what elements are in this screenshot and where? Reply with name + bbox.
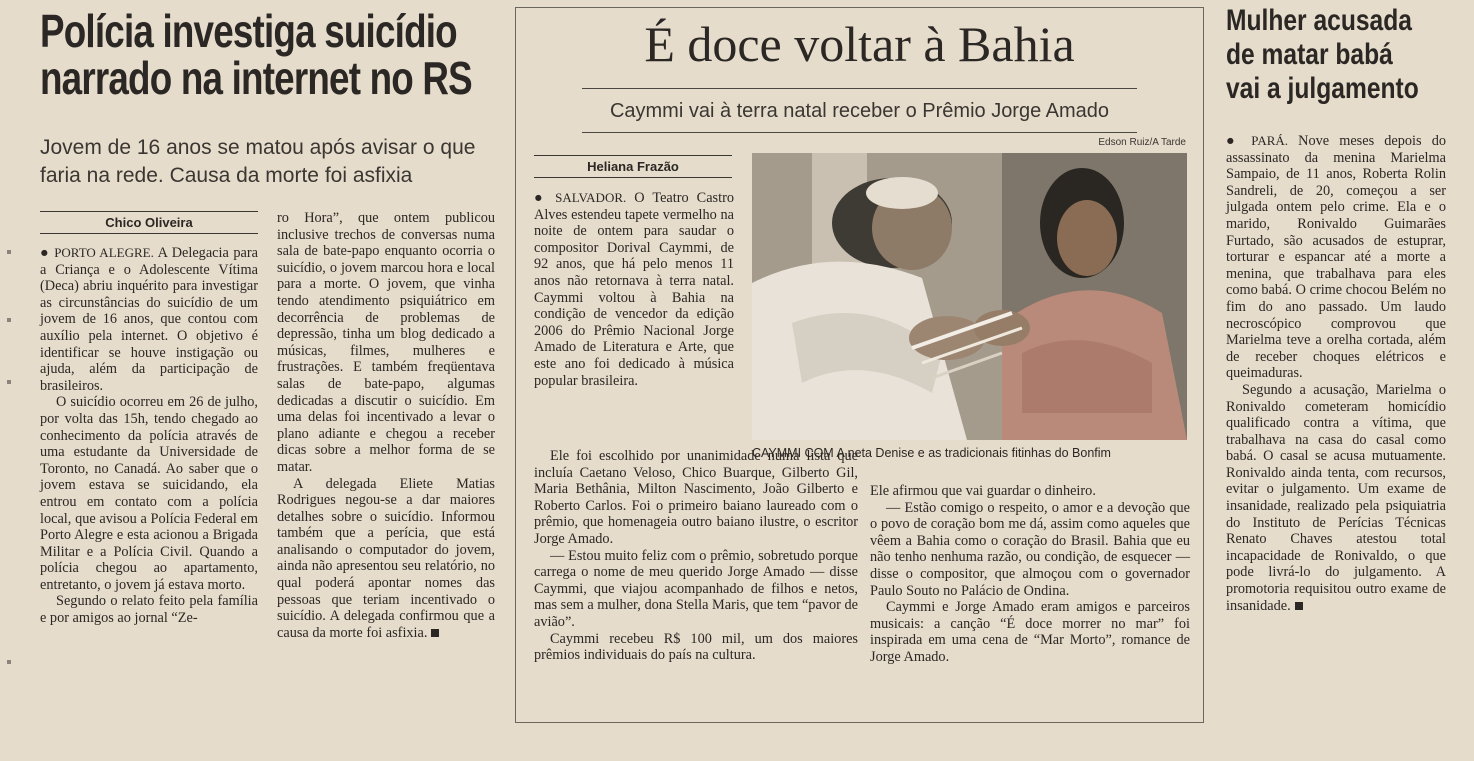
dateline: SALVADOR. <box>555 190 627 205</box>
end-mark <box>431 629 439 637</box>
end-mark <box>1295 602 1303 610</box>
center-paragraph: — Estou muito feliz com o prêmio, sobretudo porque carrega o nome de meu querido Jorge Amado — disse Caymmi, que viajou acompanhado de filhos e netos, mas sem a mulher, dona Stella Maris, que tem “pavor de avião”. <box>534 547 858 630</box>
left-headline-line-2: narrado na internet no RS <box>40 52 472 104</box>
right-headline-line-2: de matar babá <box>1226 38 1393 71</box>
center-deck: Caymmi vai à terra natal receber o Prêmio Jorge Amado <box>609 100 1110 122</box>
margin-mark <box>7 318 11 322</box>
center-paragraph: Caymmi recebeu R$ 100 mil, um dos maiores prêmios individuais do país na cultura. <box>534 630 858 664</box>
photo-credit: Edson Ruiz/A Tarde <box>1098 137 1186 148</box>
left-headline-line-1: Polícia investiga suicídio <box>40 5 457 57</box>
left-article-col-2 <box>277 210 495 641</box>
right-paragraph: ● PARÁ. Nove meses depois do assassinato da menina Marielma Sampaio, de 11 anos, Roberta Rolin Sandreli, de 20, começou a ser julgada ontem pelo crime. Ela e o marido, Ronivaldo Guimarães Furtado, são acusados de estuprar, torturar e espancar até a morte a menina, que trabalhava para eles como babá. O crime chocou Belém no fim do ano passado. Um laudo necroscópico comprovou que Marielma teve a orelha cortada, além de receber choques elétricos e queimaduras. <box>1226 133 1447 382</box>
center-paragraph: Ele foi escolhido por unanimidade numa lista que incluía Caetano Veloso, Chico Buarque, Gilberto Gil, Maria Bethânia, Milton Nascimento, João Gilberto e Roberto Carlos. Foi o primeiro baiano laureado com o prêmio, que homenageia outro baiano ilustre, o escritor Jorge Amado. <box>534 448 858 547</box>
left-article-col-1 <box>40 245 258 627</box>
center-paragraph: — Estão comigo o respeito, o amor e a devoção que o povo de coração bom me dá, assim como aqueles que vêem a Bahia como o coração do Brasil. Bahia que eu não tenho nenhuma razão, ou condição, de esquecer — disse o compositor, que almoçou com o governador Paulo Souto no Palácio de Ondina. <box>870 499 1190 599</box>
photo-illustration <box>752 153 1187 440</box>
left-paragraph: ● PORTO ALEGRE. A Delegacia para a Criança e o Adolescente Vítima (Deca) abriu inquérito para investigar as circunstâncias do suicídio de um jovem de 16 anos, que contou com auxílio pela internet. O objetivo é identificar se houve instigação ou ajuda, além da participação de brasileiros. <box>40 245 258 394</box>
left-byline: Chico Oliveira <box>40 211 258 234</box>
center-article-col-2 <box>870 483 1190 666</box>
center-article-col-1 <box>534 448 858 664</box>
left-paragraph: Segundo o relato feito pela família e por amigos ao jornal “Ze- <box>40 593 258 627</box>
divider <box>582 88 1137 89</box>
center-byline: Heliana Frazão <box>534 155 732 178</box>
photo-caption: CAYMMI COM A neta Denise e as tradicionais fitinhas do Bonfim <box>752 446 1111 460</box>
left-paragraph: O suicídio ocorreu em 26 de julho, por volta das 15h, tendo chegado ao conhecimento da polícia através de uma estudante da Universidade de Toronto, no Canadá. Ao saber que o jovem estava se suicidando, ela entrou em contato com a polícia local, que avisou a Polícia Federal em Porto Alegre e esta acionou a Brigada Militar e a Polícia Civil. Quando a polícia chegou ao apartamento, entretanto, o jovem já estava morto. <box>40 394 258 593</box>
center-article-col-1-top <box>534 190 734 389</box>
margin-mark <box>7 250 11 254</box>
center-headline: É doce voltar à Bahia <box>644 16 1075 72</box>
right-headline <box>1226 4 1419 106</box>
center-paragraph: Caymmi e Jorge Amado eram amigos e parceiros musicais: a canção “É doce morrer no mar” foi inspirada em uma cena de “Mar Morto”, romance de Jorge Amado. <box>870 599 1190 665</box>
right-headline-line-1: Mulher acusada <box>1226 4 1412 37</box>
center-paragraph: Ele afirmou que vai guardar o dinheiro. <box>870 483 1096 499</box>
margin-mark <box>7 380 11 384</box>
margin-mark <box>7 660 11 664</box>
center-paragraph: ● SALVADOR. O Teatro Castro Alves estendeu tapete vermelho na noite de ontem para saudar o compositor Dorival Caymmi, de 92 anos, que há pelo menos 11 anos não retornava à terra natal. Caymmi voltou à Bahia na condição de vencedor da edição 2006 do Prêmio Nacional Jorge Amado de Literatura e Arte, que este ano foi dedicado à música popular brasileira. <box>534 190 734 389</box>
left-paragraph: A delegada Eliete Matias Rodrigues negou-se a dar maiores detalhes sobre o suicídio. Informou também que a perícia, que está analisando o computador do jovem, ainda não apresentou seu relatório, no qual poderá apontar nomes das pessoas que teriam incentivado o suicídio. A delegada confirmou que a causa da morte foi asfixia. <box>277 475 495 641</box>
photo <box>752 153 1187 440</box>
right-article-col <box>1226 133 1446 614</box>
divider <box>582 132 1137 133</box>
right-paragraph: Segundo a acusação, Marielma o Ronivaldo cometeram homicídio qualificado contra a vítima, que trabalhava na casa do casal como babá. O casal se acusa mutuamente. Ronivaldo ainda tenta, com recursos, evitar o julgamento. Um exame de insanidade, realizado pela psiquiatria do Instituto de Perícias Técnicas Renato Chaves atestou total incapacidade de Ronivaldo, o que pode livrá-lo do julgamento. A promotoria requisitou outro exame de insanidade. <box>1226 381 1446 614</box>
right-headline-line-3: vai a julgamento <box>1226 72 1419 105</box>
dateline: PARÁ. <box>1251 133 1289 148</box>
left-paragraph: ro Hora”, que ontem publicou inclusive trechos de conversas numa sala de bate-papo enquanto ocorria o suicídio, o jovem marcou hora e local para a morte. O jovem, que vinha tendo atendimento psiquiátrico em decorrência de problemas de depressão, tinha um blog dedicado a músicas, filmes, mulheres e frustrações. E também freqüentava salas de bate-papo, algumas dedicadas a discutir o suicídio. Em uma delas foi incentivado a levar o plano adiante e chegou a receber dicas sobre a melhor forma de se matar. <box>277 210 495 475</box>
left-deck: Jovem de 16 anos se matou após avisar o que faria na rede. Causa da morte foi asfixia <box>40 136 476 187</box>
left-headline <box>40 5 472 104</box>
dateline: PORTO ALEGRE. <box>54 245 154 260</box>
